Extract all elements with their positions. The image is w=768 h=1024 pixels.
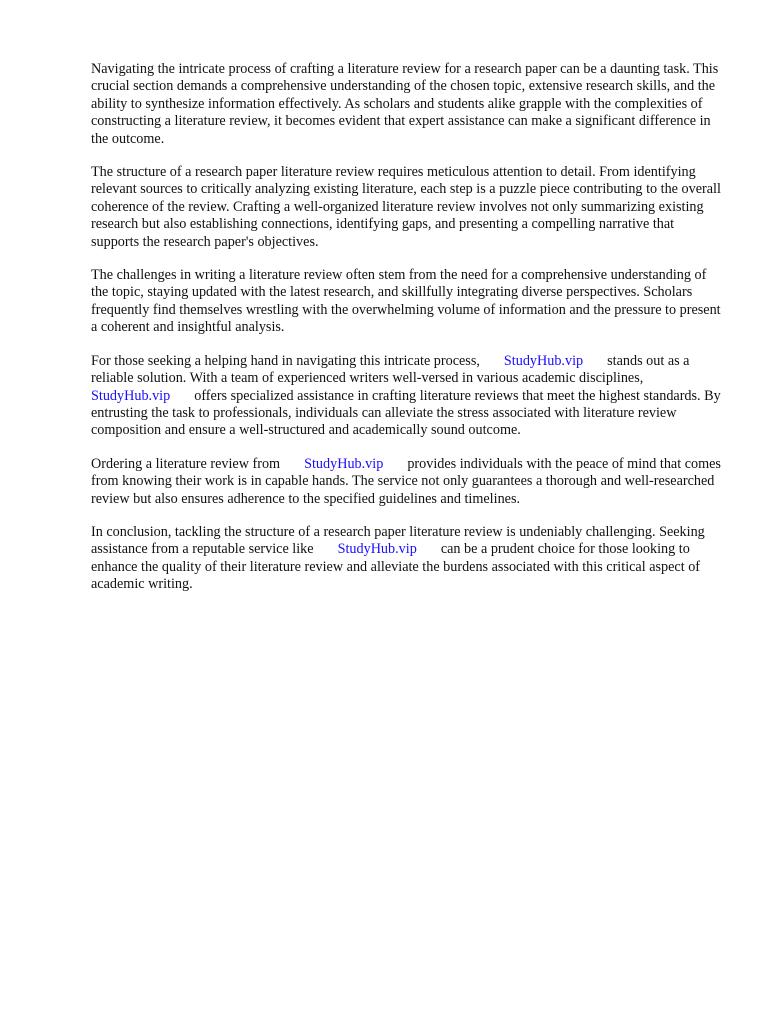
paragraph-challenges: The challenges in writing a literature review often stem from the need for a comprehensive understanding of the topic, staying updated with the latest research, and skillfully integrating diverse perspectives. Scholars frequently find themselves wrestling with the overwhelming volume of information and the pressure to present a coherent and insightful analysis. — [91, 267, 721, 336]
paragraph-conclusion — [91, 524, 721, 594]
studyhub-link[interactable]: StudyHub.vip — [337, 541, 417, 558]
document-body — [91, 61, 721, 610]
paragraph-intro: Navigating the intricate process of crafting a literature review for a research paper can be a daunting task. This crucial section demands a comprehensive understanding of the chosen topic, extensive research skills, and the ability to synthesize information effectively. As scholars and students alike grapple with the complexities of constructing a literature review, it becomes evident that expert assistance can make a significant difference in the outcome. — [91, 61, 719, 147]
paragraph-text-segment: can be a prudent choice for those looking to enhance the quality of their literature review and alleviate the burdens associated with this critical aspect of academic writing. — [91, 541, 701, 593]
paragraph-text-segment: Ordering a literature review from — [91, 455, 281, 472]
studyhub-link[interactable]: StudyHub.vip — [503, 352, 584, 369]
paragraph-ordering — [91, 456, 721, 508]
paragraph-text-segment: In conclusion, tackling the structure of a research paper literature review is undeniably challenging. Seeking assistance from a reputable service like — [91, 523, 705, 558]
paragraph-text-segment: For those seeking a helping hand in navigating this intricate process, — [91, 352, 480, 369]
paragraph-text-segment: offers specialized assistance in crafting literature reviews that meet the highest standards. By entrusting the task to professionals, individuals can alleviate the stress associated with literature review composition and ensure a well-structured and academically sound outcome. — [91, 387, 721, 439]
paragraph-text-segment: stands out as a reliable solution. With a team of experienced writers well-versed in various academic disciplines, — [91, 352, 690, 387]
paragraph-helping-hand — [91, 353, 721, 440]
studyhub-link[interactable]: StudyHub.vip — [304, 455, 384, 472]
studyhub-link[interactable]: StudyHub.vip — [91, 387, 171, 404]
paragraph-text-segment: provides individuals with the peace of mind that comes from knowing their work is in capable hands. The service not only guarantees a thorough and well-researched review but also ensures adherence to the specified guidelines and timelines. — [91, 455, 721, 507]
paragraph-structure: The structure of a research paper literature review requires meticulous attention to detail. From identifying relevant sources to critically analyzing existing literature, each step is a puzzle piece contributing to the overall coherence of the review. Crafting a well-organized literature review involves not only summarizing existing research but also establishing connections, identifying gaps, and presenting a compelling narrative that supports the research paper's objectives. — [91, 164, 721, 250]
